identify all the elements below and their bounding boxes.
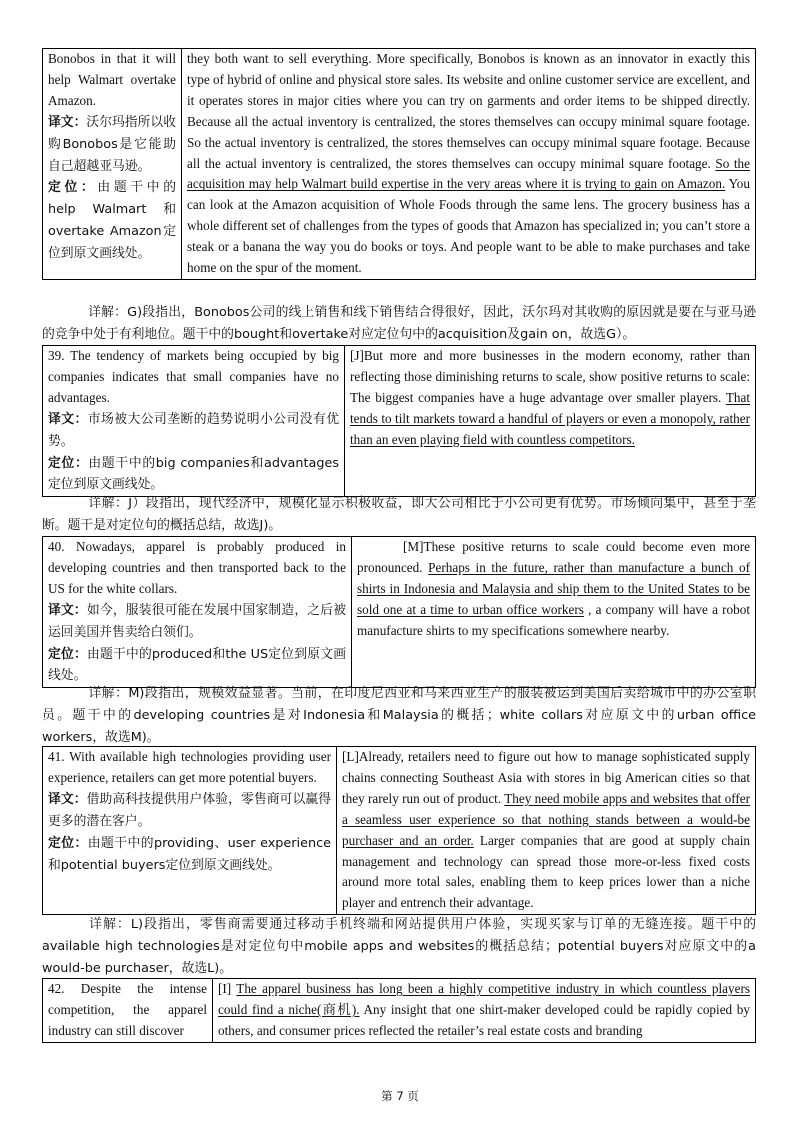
q42-underlined-sentence: The apparel business has long been a highly competitive industry in which countless players could find a niche(商机). [218, 981, 751, 1017]
q42-passage-text-after: Any insight that one shirt-maker developed could be rapidly copied by others, and consumer prices reflected the retailer’s real estate costs and branding [218, 1001, 750, 1038]
q40-passage-text: [M]These positive returns to scale could become even more pronounced. [357, 539, 750, 575]
q39-detail: 详解：J）段指出，现代经济中，规模化显示积极收益，即大公司相比于小公司更有优势。市场倾向集中，甚至于垄断。题干是对定位句的概括总结，故选J)。 [42, 496, 756, 533]
page-number: 第 7 页 [381, 1089, 419, 1103]
q39-location: 由题干中的big companies和advantages定位到原文画线处。 [48, 455, 339, 493]
q41-stem: 41. With available high technologies providing user experience, retailers can get more potential buyers. [48, 749, 331, 785]
q38-loc-label: 定位： [48, 180, 98, 196]
question-42-table [42, 978, 756, 1043]
q39-passage-cell [345, 346, 756, 497]
q38-passage-text: they both want to sell everything. More specifically, Bonobos is known as an innovator in exactly this type of hybrid of online and physical store sales. Its website and online customer service are excellent, and it operates stores in major cities where you can try on garments and order items to be shipped directly. Because all the actual inventory is centralized, the stores themselves can occupy minimal square footage. So the actual inventory is centralized, the stores themselves can occupy minimal square footage. Because all the actual inventory is centralized, the stores themselves can occupy minimal square footage. [187, 51, 750, 171]
q38-detail: 详解：G)段指出，Bonobos公司的线上销售和线下销售结合得很好，因此，沃尔玛对其收购的原因就是要在与亚马逊的竞争中处于有利地位。题干中的bought和overtake对应定位句中的acquisition及gain on，故选G）。 [42, 305, 756, 342]
q39-trans-label: 译文： [48, 411, 88, 427]
q38-translation: 沃尔玛指所以收购Bonobos是它能助自己超越亚马逊。 [48, 114, 177, 174]
q38-location: 由题干中的help Walmart 和overtake Amazon定位到原文画线处。 [48, 180, 177, 262]
q38-passage-cell [182, 49, 756, 280]
q39-underlined-sentence: That tends to tilt markets toward a handful of players or even a monopoly, rather than an even playing field with countless competitors. [350, 389, 750, 447]
q40-translation: 如今，服装很可能在发展中国家制造，之后被运回美国并售卖给白领们。 [48, 602, 347, 640]
q40-trans-label: 译文： [48, 602, 87, 618]
q41-passage-cell [337, 747, 756, 915]
question-39-table [42, 345, 756, 497]
q41-passage-text-after: Larger companies that are good at supply chain management and technology can spread those more-or-less fixed costs around more total sales, enabling them to keep prices lower than a niche player and entrench their advantage. [342, 832, 750, 911]
q40-location: 由题干中的produced和the US定位到原文画线处。 [48, 646, 347, 684]
q41-detail: 详解：L)段指出，零售商需要通过移动手机终端和网站提供用户体验，实现买家与订单的无缝连接。题干中的available high technologies是对定位句中mobile apps and websites的概括总结；potential buyers对应原文中的a would-be purchaser，故选L)。 [42, 917, 756, 976]
q38-stem-cell [43, 49, 182, 280]
q41-translation: 借助高科技提供用户体验，零售商可以赢得更多的潜在客户。 [48, 791, 332, 829]
q40-stem-cell [43, 537, 352, 688]
q38-trans-label: 译文： [48, 114, 87, 130]
q40-passage-cell [352, 537, 756, 688]
q41-location: 由题干中的providing、user experience和potential buyers定位到原文画线处。 [48, 835, 332, 873]
question-41-table [42, 746, 756, 915]
q38-stem: Bonobos in that it will help Walmart overtake Amazon. [48, 51, 176, 108]
q39-translation: 市场被大公司垄断的趋势说明小公司没有优势。 [48, 411, 340, 449]
q41-stem-cell [43, 747, 337, 915]
q39-loc-label: 定位： [48, 455, 89, 471]
q41-loc-label: 定位： [48, 835, 88, 851]
q42-passage-cell [213, 979, 756, 1043]
q41-passage-text: [L]Already, retailers need to figure out how to manage sophisticated supply chains connecting Southeast Asia with stores in big American cities so that they rarely run out of product. [342, 749, 750, 806]
q41-underlined-sentence: They need mobile apps and websites that offer a seamless user experience so that nothing stands between a would-be purchaser and an order. [342, 790, 750, 848]
q42-stem-cell [43, 979, 213, 1043]
q39-passage-text: [J]But more and more businesses in the modern economy, rather than reflecting those diminishing returns to scale, show positive returns to scale: The biggest companies have a huge advantage over smaller players. [350, 348, 750, 405]
q42-passage-text: [I] [218, 981, 237, 996]
q40-loc-label: 定位： [48, 646, 87, 662]
question-38-table [42, 48, 756, 280]
q39-stem: 39. The tendency of markets being occupied by big companies indicates that small companies have no advantages. [48, 348, 339, 405]
q40-passage-text-after: , a company will have a robot manufacture shirts to my specifications somewhere nearby. [357, 601, 751, 638]
q40-underlined-sentence: Perhaps in the future, rather than manufacture a bunch of shirts in Indonesia and Malaysia and ship them to the United States to be sold one at a time to urban office workers [357, 559, 750, 617]
question-40-table [42, 536, 756, 688]
q42-stem: 42. Despite the intense competition, the apparel industry can still discover [48, 981, 207, 1038]
q40-detail: 详解：M)段指出，规模效益显著。当前，在印度尼西亚和马来西亚生产的服装被运到美国后卖给城市中的办公室职员。题干中的developing countries是对Indonesia和Malaysia的概括；white collars对应原文中的urban office workers，故选M)。 [42, 686, 756, 745]
q39-stem-cell [43, 346, 345, 497]
q38-passage-text-after: You can look at the Amazon acquisition of Whole Foods through the same lens. The grocery business has a whole different set of challenges from the types of goods that Amazon has specialized in; you can’t store a steak or a banana the way you do books or toys. And people want to be able to make purchases and take home on the spur of the moment. [187, 176, 750, 276]
q40-stem: 40. Nowadays, apparel is probably produced in developing countries and then transported back to the US for the white collars. [48, 539, 346, 596]
q41-trans-label: 译文： [48, 791, 87, 807]
q38-underlined-sentence: So the acquisition may help Walmart build expertise in the very areas where it is trying to gain on Amazon. [187, 155, 751, 192]
